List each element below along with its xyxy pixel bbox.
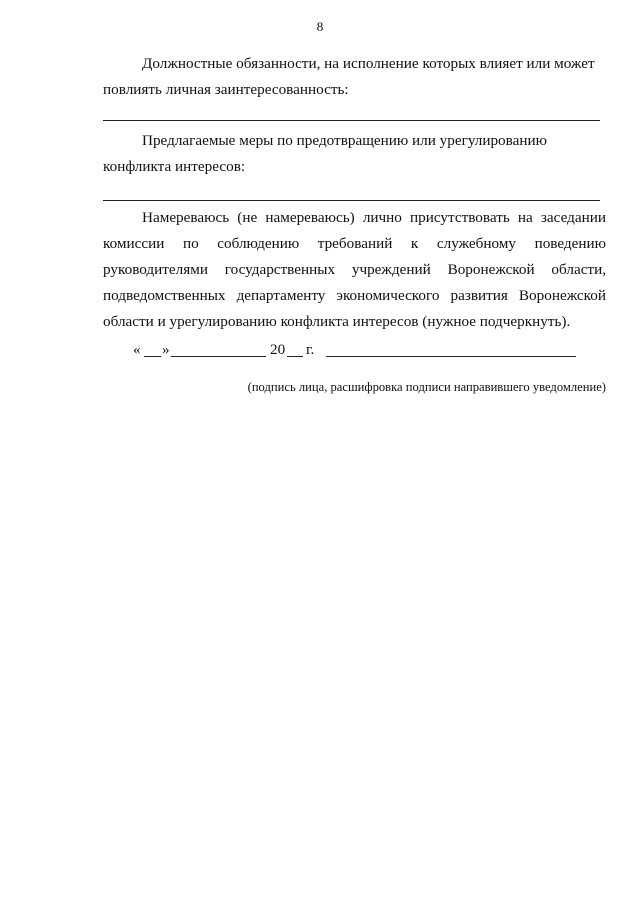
month-blank — [171, 356, 266, 357]
measures-blank-line — [103, 200, 600, 201]
year-prefix: 20 — [270, 341, 286, 358]
intention-paragraph: Намереваюсь (не намереваюсь) лично присутствовать на заседании комиссии по соблюдению требований к служебному поведению руководителями государственных учреждений Воронежской области, подведомственных департаменту экономического развития Воронежской области и урегулированию конфликта интересов (нужное подчеркнуть). — [103, 209, 606, 330]
duties-paragraph: Должностные обязанности, на исполнение которых влияет или может повлиять личная заинтересованность: — [103, 55, 595, 98]
year-blank — [287, 356, 303, 357]
date-signature-row — [133, 341, 593, 363]
date-open-quote: « — [133, 341, 141, 358]
page-number: 8 — [316, 19, 324, 34]
signature-blank — [326, 356, 576, 357]
day-blank — [144, 356, 161, 357]
year-suffix: г. — [306, 341, 315, 358]
signature-caption: (подпись лица, расшифровка подписи направившего уведомление) — [247, 380, 606, 394]
date-close-quote: » — [162, 341, 170, 358]
measures-paragraph: Предлагаемые меры по предотвращению или урегулированию конфликта интересов: — [103, 132, 547, 175]
duties-blank-line — [103, 120, 600, 121]
